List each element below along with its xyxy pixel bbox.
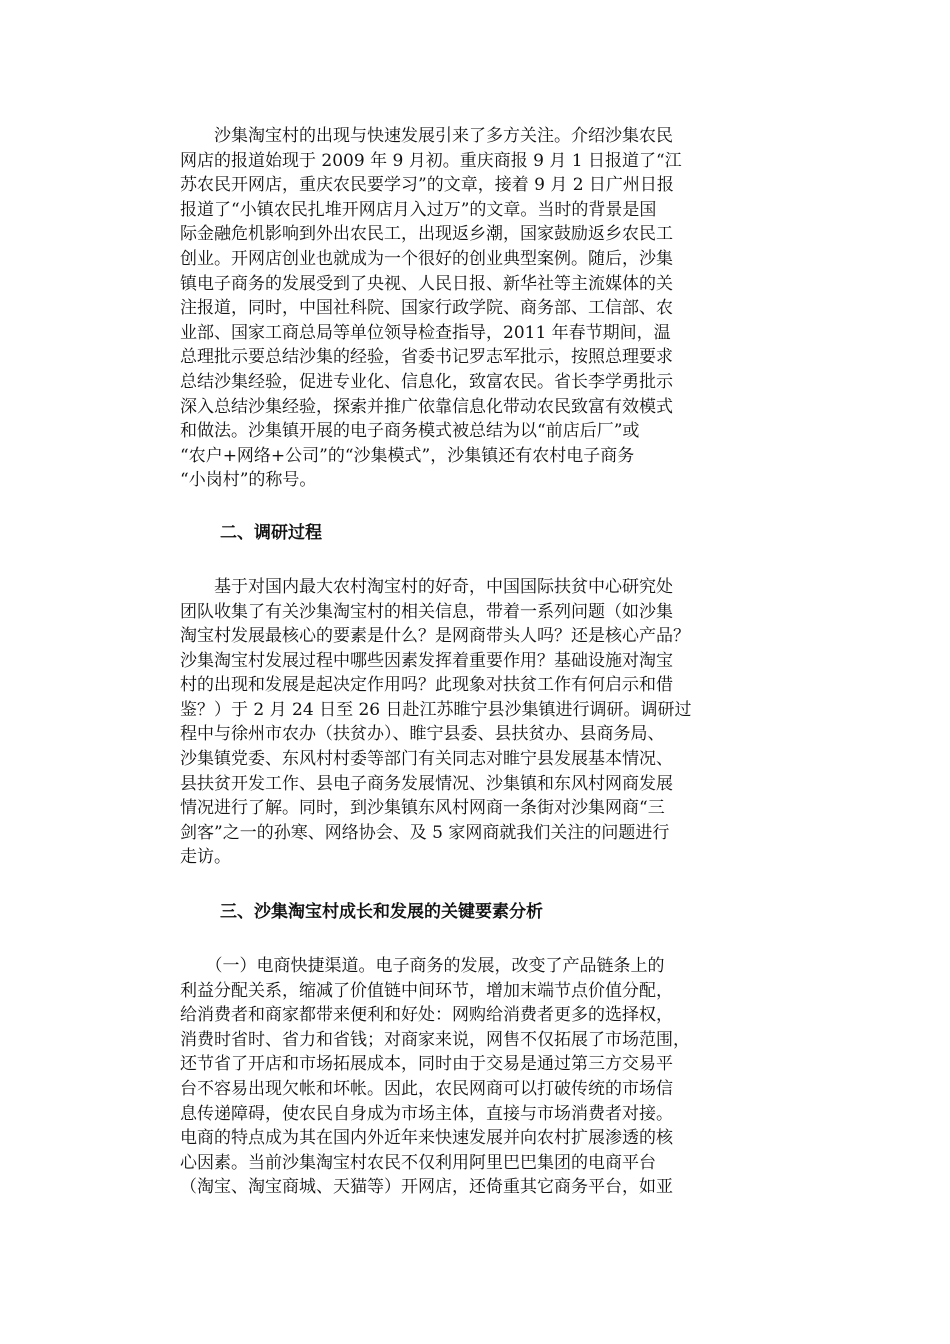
text-line: 报道了“小镇农民扎堆开网店月入过万”的文章。当时的背景是国 (180, 199, 657, 220)
text-line: 基于对国内最大农村淘宝村的好奇，中国国际扶贫中心研究处 (180, 576, 673, 597)
text-line: 注报道，同时，中国社科院、国家行政学院、商务部、工信部、农 (180, 298, 673, 319)
text-line: 给消费者和商家都带来便利和好处：网购给消费者更多的选择权， (180, 1005, 673, 1026)
text-line: 苏农民开网店，重庆农民要学习”的文章，接着 9 月 2 日广州日报 (180, 175, 674, 196)
text-line: 走访。 (180, 847, 231, 868)
text-line: 总理批示要总结沙集的经验，省委书记罗志军批示，按照总理要求 (180, 347, 673, 368)
text-line: （一）电商快捷渠道。电子商务的发展，改变了产品链条上的 (180, 956, 665, 977)
text-line: “小岗村”的称号。 (180, 470, 317, 491)
text-line: 沙集淘宝村发展过程中哪些因素发挥着重要作用？基础设施对淘宝 (180, 650, 673, 671)
text-line: 业部、国家工商总局等单位领导检查指导，2011 年春节期间，温 (180, 322, 671, 343)
document-page (180, 124, 780, 1200)
text-line: 深入总结沙集经验，探索并推广依靠信息化带动农民致富有效模式 (180, 396, 673, 417)
text-line: 程中与徐州市农办（扶贫办）、睢宁县委、县扶贫办、县商务局、 (180, 724, 665, 745)
text-line: 还节省了开店和市场拓展成本，同时由于交易是通过第三方交易平 (180, 1054, 673, 1075)
paragraph-research-process (180, 575, 780, 870)
text-line: 团队收集了有关沙集淘宝村的相关信息，带着一系列问题（如沙集 (180, 601, 673, 622)
text-line: 淘宝村发展最核心的要素是什么？是网商带头人吗？还是核心产品？ (180, 626, 690, 647)
text-line: 情况进行了解。同时，到沙集镇东风村网商一条街对沙集网商“三 (180, 798, 665, 819)
section-heading-research-process: 二、调研过程 (220, 522, 322, 543)
text-line: 村的出现和发展是起决定作用吗？此现象对扶贫工作有何启示和借 (180, 675, 673, 696)
text-line: （淘宝、淘宝商城、天猫等）开网店，还倚重其它商务平台，如亚 (180, 1177, 673, 1198)
text-line: 电商的特点成为其在国内外近年来快速发展并向农村扩展渗透的核 (180, 1128, 673, 1149)
text-line: 县扶贫开发工作、县电子商务发展情况、沙集镇和东风村网商发展 (180, 773, 673, 794)
text-line: 剑客”之一的孙寒、网络协会、及 5 家网商就我们关注的问题进行 (180, 822, 670, 843)
text-line: 息传递障碍，使农民自身成为市场主体，直接与市场消费者对接。 (180, 1103, 673, 1124)
text-line: 沙集镇党委、东风村村委等部门有关同志对睢宁县发展基本情况、 (180, 749, 673, 770)
text-line: 创业。开网店创业也就成为一个很好的创业典型案例。随后，沙集 (180, 248, 673, 269)
text-line: 鉴？）于 2 月 24 日至 26 日赴江苏睢宁县沙集镇进行调研。调研过 (180, 699, 692, 720)
section-heading-key-factors: 三、沙集淘宝村成长和发展的关键要素分析 (220, 902, 543, 923)
text-line: 总结沙集经验，促进专业化、信息化，致富农民。省长李学勇批示 (180, 371, 673, 392)
text-line: 和做法。沙集镇开展的电子商务模式被总结为以“前店后厂”或 (180, 421, 640, 442)
text-line: 际金融危机影响到外出农民工，出现返乡潮，国家鼓励返乡农民工 (180, 224, 673, 245)
text-line: 利益分配关系，缩减了价值链中间环节，增加末端节点价值分配， (180, 980, 673, 1001)
text-line: 镇电子商务的发展受到了央视、人民日报、新华社等主流媒体的关 (180, 273, 673, 294)
text-line: 沙集淘宝村的出现与快速发展引来了多方关注。介绍沙集农民 (180, 126, 673, 146)
text-line: 心因素。当前沙集淘宝村农民不仅利用阿里巴巴集团的电商平台 (180, 1152, 656, 1173)
text-line: 网店的报道始现于 2009 年 9 月初。重庆商报 9 月 1 日报道了“江 (180, 150, 682, 171)
paragraph-ecommerce-channel (180, 954, 780, 1200)
text-line: 台不容易出现欠帐和坏帐。因此，农民网商可以打破传统的市场信 (180, 1079, 673, 1099)
paragraph-background (180, 124, 780, 493)
text-line: “农户+网络+公司”的“沙集模式”，沙集镇还有农村电子商务 (180, 445, 635, 466)
text-line: 消费时省时、省力和省钱；对商家来说，网售不仅拓展了市场范围， (180, 1029, 690, 1050)
